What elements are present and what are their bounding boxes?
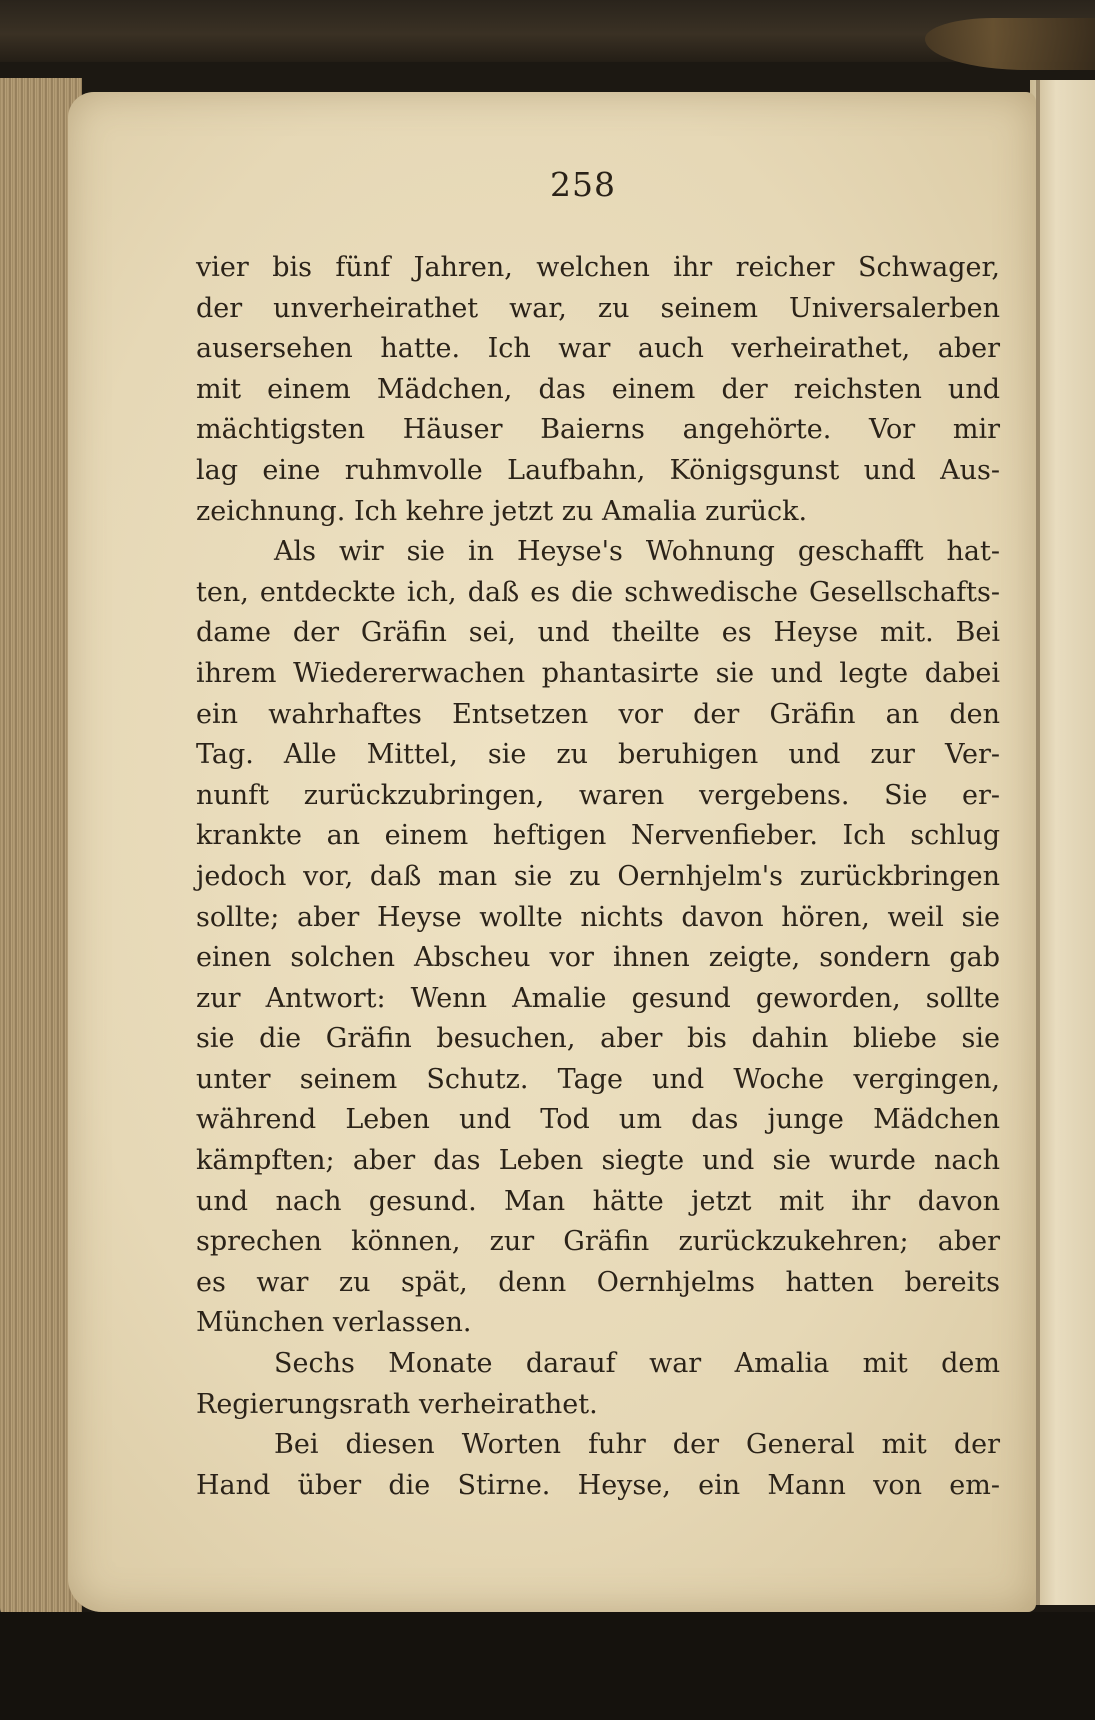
text-line: jedoch vor, daß man sie zu Oernhjelm's zurückbringen	[196, 860, 1000, 892]
text-line: sprechen können, zur Gräfin zurückzukehren; aber	[196, 1226, 1000, 1258]
text-line: Tag. Alle Mittel, sie zu beruhigen und zur Ver-	[196, 739, 1000, 771]
text-line: es war zu spät, denn Oernhjelms hatten bereits	[196, 1266, 1000, 1298]
text-line: krankte an einem heftigen Nervenfieber. Ich schlug	[196, 820, 1000, 852]
text-line: zeichnung. Ich kehre jetzt zu Amalia zurück.	[196, 495, 808, 527]
text-line: Bei diesen Worten fuhr der General mit der	[274, 1429, 1000, 1461]
text-line: Sechs Monate darauf war Amalia mit dem	[274, 1348, 1000, 1380]
text-line: München verlassen.	[196, 1307, 472, 1339]
book-bottom-shadow	[0, 1612, 1095, 1720]
text-line: einen solchen Abscheu vor ihnen zeigte, sondern gab	[196, 942, 1000, 974]
text-line: ein wahrhaftes Entsetzen vor der Gräfin an den	[196, 698, 1000, 730]
text-line: sie die Gräfin besuchen, aber bis dahin bliebe sie	[196, 1023, 1000, 1055]
text-line: ten, entdeckte ich, daß es die schwedische Gesellschafts-	[196, 576, 1000, 608]
text-line: lag eine ruhmvolle Laufbahn, Königsgunst und Aus-	[196, 454, 1000, 486]
text-line: Hand über die Stirne. Heyse, ein Mann von em-	[196, 1469, 1000, 1501]
text-line: kämpften; aber das Leben siegte und sie wurde nach	[196, 1145, 1000, 1177]
body-text	[196, 248, 1000, 1506]
text-line: ihrem Wiedererwachen phantasirte sie und legte dabei	[196, 657, 1000, 689]
text-line: zur Antwort: Wenn Amalie gesund geworden, sollte	[196, 982, 1000, 1014]
text-line: mit einem Mädchen, das einem der reichsten und	[196, 373, 1000, 405]
binding-gutter	[1036, 80, 1040, 1605]
text-line: Als wir sie in Heyse's Wohnung geschafft hat-	[274, 536, 1000, 568]
text-line: ausersehen hatte. Ich war auch verheirathet, aber	[196, 333, 1000, 365]
page-number: 258	[550, 165, 616, 204]
text-line: während Leben und Tod um das junge Mädchen	[196, 1104, 1000, 1136]
text-line: der unverheirathet war, zu seinem Universalerben	[196, 292, 1000, 324]
text-line: vier bis fünf Jahren, welchen ihr reicher Schwager,	[196, 252, 1000, 283]
text-line: unter seinem Schutz. Tage und Woche vergingen,	[196, 1063, 1000, 1095]
text-line: Regierungsrath verheirathet.	[196, 1388, 598, 1420]
text-line: dame der Gräfin sei, und theilte es Heyse mit. Bei	[196, 617, 1000, 649]
text-line: mächtigsten Häuser Baierns angehörte. Vor mir	[196, 414, 1000, 446]
text-line: sollte; aber Heyse wollte nichts davon hören, weil sie	[196, 901, 1000, 933]
text-line: und nach gesund. Man hätte jetzt mit ihr davon	[196, 1185, 1000, 1217]
torn-cover-fragment	[925, 18, 1095, 70]
text-line: nunft zurückzubringen, waren vergebens. Sie er-	[196, 779, 1000, 811]
